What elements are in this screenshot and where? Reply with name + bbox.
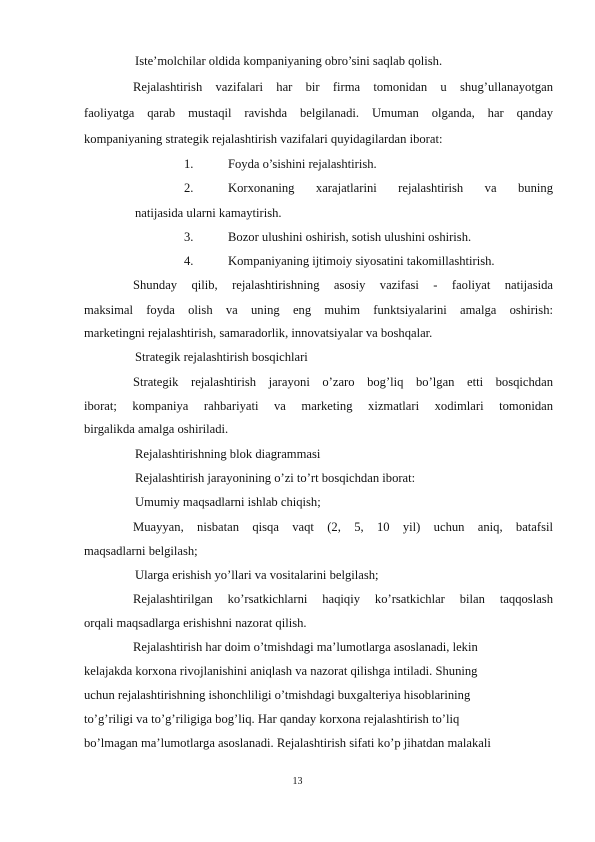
paragraph-line: Rejalashtirish har doim o’tmishdagi ma’lumotlarga asoslanadi, lekin xyxy=(133,640,478,654)
paragraph-line: maksimal foyda olish va uning eng muhim funktsiyalarini amalga oshirish: xyxy=(84,303,553,317)
list-item: natijasida ularni kamaytirish. xyxy=(135,206,282,220)
section-heading: Strategik rejalashtirish bosqichlari xyxy=(135,350,308,364)
list-item: Foyda o’sishini rejalashtirish. xyxy=(228,157,377,171)
list-number: 4. xyxy=(184,254,194,268)
page-number: 13 xyxy=(292,776,303,787)
paragraph-line: Strategik rejalashtirish jarayoni o’zaro bog’liq bo’lgan etti bosqichdan xyxy=(133,375,553,389)
paragraph-line: birgalikda amalga oshiriladi. xyxy=(84,422,229,436)
paragraph-line: bo’lmagan ma’lumotlarga asoslanadi. Rejalashtirish sifati ko’p jihatdan malakali xyxy=(84,736,491,750)
paragraph-line: Muayyan, nisbatan qisqa vaqt (2, 5, 10 yil) uchun aniq, batafsil xyxy=(133,520,553,534)
list-number: 1. xyxy=(184,157,194,171)
list-item: Bozor ulushini oshirish, sotish ulushini oshirish. xyxy=(228,230,472,244)
paragraph-line: Ularga erishish yo’llari va vositalarini belgilash; xyxy=(135,568,379,582)
paragraph-line: Umumiy maqsadlarni ishlab chiqish; xyxy=(135,495,321,509)
paragraph-line: Rejalashtirish vazifalari har bir firma tomonidan u shug’ullanayotgan xyxy=(133,80,553,94)
paragraph-line: faoliyatga qarab mustaqil ravishda belgilanadi. Umuman olganda, har qanday xyxy=(84,106,553,120)
paragraph-line: to’g’riligi va to’g’riligiga bog’liq. Har qanday korxona rejalashtirish to’liq xyxy=(84,712,460,726)
paragraph-line: maqsadlarni belgilash; xyxy=(84,544,198,558)
paragraph-line: iborat; kompaniya rahbariyati va marketing xizmatlari xodimlari tomonidan xyxy=(84,399,553,413)
paragraph-line: Rejalashtirilgan ko’rsatkichlarni haqiqiy ko’rsatkichlar bilan taqqoslash xyxy=(133,592,553,606)
paragraph-line: Shunday qilib, rejalashtirishning asosiy vazifasi - faoliyat natijasida xyxy=(133,278,553,292)
paragraph-line: marketingni rejalashtirish, samaradorlik, innovatsiyalar va boshqalar. xyxy=(84,326,433,340)
list-item: Korxonaning xarajatlarini rejalashtirish va buning xyxy=(228,181,553,195)
list-number: 3. xyxy=(184,230,194,244)
list-number: 2. xyxy=(184,181,194,195)
paragraph-line: orqali maqsadlarga erishishni nazorat qilish. xyxy=(84,616,307,630)
paragraph-line: kompaniyaning strategik rejalashtirish vazifalari quyidagilardan iborat: xyxy=(84,132,443,146)
paragraph-line: Rejalashtirish jarayonining o’zi to’rt bosqichdan iborat: xyxy=(135,471,416,485)
section-heading: Rejalashtirishning blok diagrammasi xyxy=(135,447,321,461)
paragraph-line: Iste’molchilar oldida kompaniyaning obro’sini saqlab qolish. xyxy=(135,54,443,68)
paragraph-line: kelajakda korxona rivojlanishini aniqlash va nazorat qilishga intiladi. Shuning xyxy=(84,664,478,678)
paragraph-line: uchun rejalashtirishning ishonchliligi o’tmishdagi buxgalteriya hisoblarining xyxy=(84,688,471,702)
list-item: Kompaniyaning ijtimoiy siyosatini takomillashtirish. xyxy=(228,254,495,268)
